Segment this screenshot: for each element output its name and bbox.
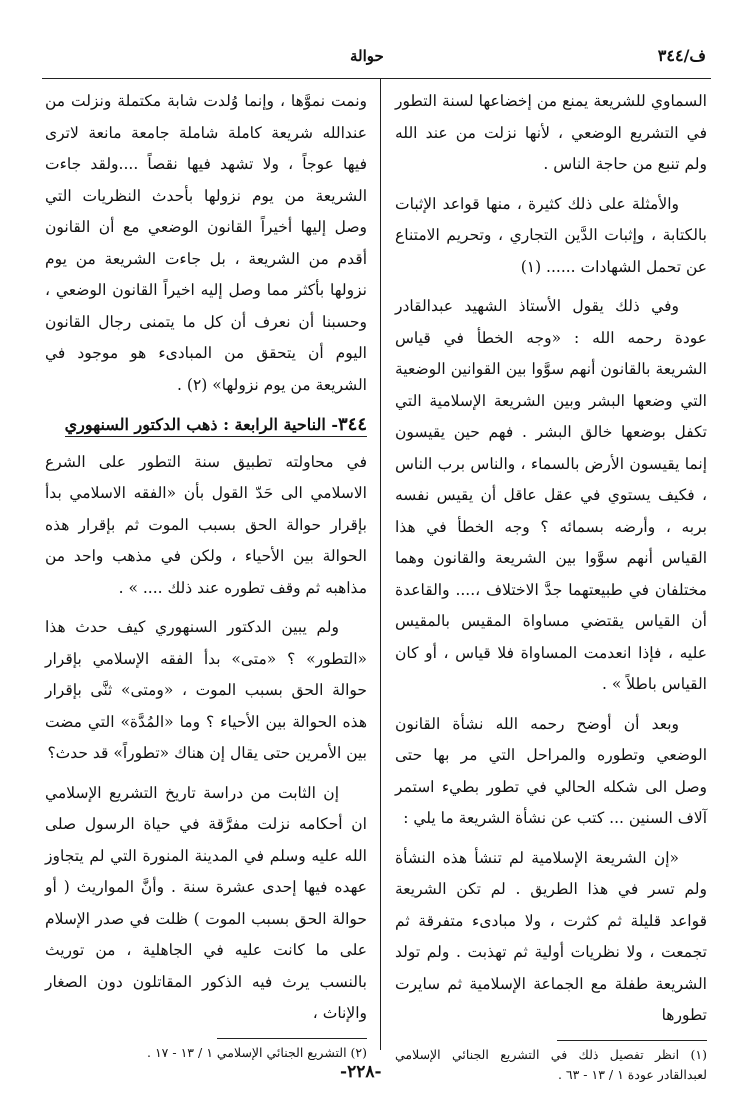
header-reference-code: ف/٣٤٤ [657,46,706,65]
footnote: (١) انظر تفصيل ذلك في التشريع الجنائي الإسلامي لعبدالقادر عودة ١ / ١٣ - ٦٣ . [395,1046,707,1082]
paragraph: في محاولته تطبيق سنة التطور على الشرع الاسلامي الى حَدّ القول بأن «الفقه الاسلامي بدأ بإقرار حوالة الحق بسبب الموت ثم بإقرار هذه الحوالة بين الأحياء ، ولكن في مذهب واحد من مذاهبه ثم وقف تطوره عند ذلك .... » . [45,452,367,597]
paragraph: السماوي للشريعة يمنع من إخضاعها لسنة التطور في التشريع الوضعي ، لأنها نزلت من عند الله ولم تنبع من حاجة الناس . [395,92,707,173]
paragraph: ونمت نموَّها ، وإنما وُلدت شابة مكتملة ونزلت من عندالله شريعة كاملة شاملة جامعة مانعة لاترى فيها عوجاً ، ولا تشهد فيها نقصاً ....ولقد جاءت الشريعة من يوم نزولها بأحدث النظريات التي وصل إليها أخيراً القانون الوضعي مع أن القانون أقدم من الشريعة ، بل جاءت الشريعة من يوم نزولها بأكثر مما وصل إليه اخيراً القانون الوضعي ، وحسبنا أن نعرف أن كل ما يتمنى رجال القانون اليوم أن يتحقق من المبادىء هو موجود في الشريعة من يوم نزولها» (٢) . [45,92,367,394]
paragraph: والأمثلة على ذلك كثيرة ، منها قواعد الإثبات بالكتابة ، وإثبات الدَّين التجاري ، وتحريم الامتناع عن تحمل الشهادات ...... (١) [395,194,707,276]
left-column [45,86,367,1071]
paragraph: إن الثابت من دراسة تاريخ التشريع الإسلامي ان أحكامه نزلت مفرَّقة في حياة الرسول صلى الله عليه وسلم في المدينة المنورة التي لم يتجاوز عهده فيها إحدى عشرة سنة . وأنَّ المواريث ( أو حوالة الحق بسبب الموت ) ظلت في صدر الإسلام على ما كانت عليه في الجاهلية ، من توريث بالنسب يرث فيه الذكور المقاتلون دون الصغار والإناث ، [45,783,367,1022]
paragraph: وبعد أن أوضح رحمه الله نشأة القانون الوضعي وتطوره والمراحل التي مر بها حتى وصل الى شكله الحالي في تطور بطيء استمر آلاف السنين ... كتب عن نشأة الشريعة ما يلي : [395,714,707,827]
column-divider [380,78,381,1050]
paragraph: ولم يبين الدكتور السنهوري كيف حدث هذا «التطور» ؟ «متى» بدأ الفقه الإسلامي بإقرار حوالة الحق بسبب الموت ، «ومتى» ثنَّى بإقرار هذه الحوالة بين الأحياء ؟ وما «المُدَّة» التي مضت بين الأمرين حتى يقال إن هناك «تطوراً» قد حدث؟ [45,618,367,762]
section-number: ٣٤٤ [337,414,367,435]
right-column [395,86,707,1093]
section-heading [45,409,367,441]
section-title: - الناحية الرابعة : ذهب الدكتور السنهوري [64,415,338,434]
footnote-divider [217,1038,367,1039]
paragraph: وفي ذلك يقول الأستاذ الشهيد عبدالقادر عودة رحمه الله : «وجه الخطأ في قياس الشريعة بالقانون أنهم سوَّوا بين القوانين الوضعية التي وضعها البشر وبين الشريعة الإسلامية التي تكفل بوضعها خالق البشر . فهم حين يقيسون إنما يقيسون الأرض بالسماء ، والناس برب الناس ، فكيف يستوي في عقل عاقل أن يقيس نفسه بربه ، وأرضه بسمائه ؟ وجه الخطأ في هذا القياس أنهم سوَّوا بين الشريعة والقانون وهما مختلفان في طبيعتهما جدَّ الاختلاف ،.... والقاعدة أن القياس يقتضي مساواة المقيس بالمقيس عليه ، فإذا انعدمت المساواة فلا قياس ، أو كان القياس باطلاً » . [395,297,707,693]
header-title: حوالة [350,47,384,65]
header-divider [42,78,711,79]
paragraph: «إن الشريعة الإسلامية لم تنشأ هذه النشأة ولم تسر في هذا الطريق . لم تكن الشريعة قواعد قليلة ثم كثرت ، ولا مبادىء متفرقة ثم تجمعت ، ولا نظريات أولية ثم تهذبت . ولم تولد الشريعة طفلة مع الجماعة الإسلامية ثم سايرت تطورها [395,848,707,1024]
footnote-divider [557,1040,707,1041]
page-number: -٢٢٨- [340,1062,382,1082]
footnote: (٢) التشريع الجنائي الإسلامي ١ / ١٣ - ١٧ . [147,1044,367,1060]
